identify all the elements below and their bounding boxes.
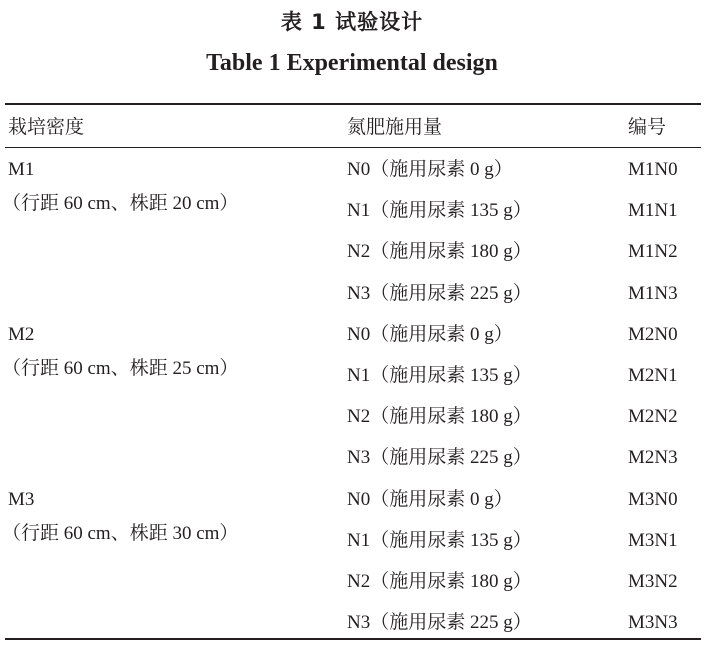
header-nitrogen: 氮肥施用量 — [347, 117, 443, 138]
nitrogen-rate-cell: N3（施用尿素 225 g） — [347, 612, 532, 634]
density-level: M1 — [8, 159, 35, 180]
treatment-code-cell: M3N2 — [628, 571, 678, 592]
treatment-code-cell: M3N0 — [628, 488, 678, 510]
treatment-code-cell: M2N2 — [628, 406, 678, 428]
treatment-code-cell: M2N0 — [628, 323, 678, 345]
header-density: 栽培密度 — [8, 117, 85, 138]
nitrogen-rate-cell: N1（施用尿素 135 g） — [347, 529, 532, 551]
treatment-code-cell: M3N3 — [628, 612, 678, 634]
nitrogen-rate-cell: N2（施用尿素 180 g） — [347, 571, 532, 592]
top-rule — [5, 103, 701, 105]
nitrogen-rate-cell: N3（施用尿素 225 g） — [347, 447, 532, 469]
treatment-code-cell: M1N0 — [628, 159, 678, 180]
density-level: M3 — [8, 488, 35, 510]
treatment-code-cell: M1N3 — [628, 282, 678, 304]
table-title-zh: 表 1 试验设计 — [280, 10, 424, 34]
treatment-code-cell: M3N1 — [628, 529, 678, 551]
nitrogen-rate-cell: N1（施用尿素 135 g） — [347, 200, 532, 222]
nitrogen-rate-cell: N0（施用尿素 0 g） — [347, 488, 513, 510]
treatment-code-cell: M2N1 — [628, 365, 678, 386]
density-spacing-note: （行距 60 cm、株距 20 cm） — [2, 193, 239, 214]
treatment-code-cell: M1N2 — [628, 241, 678, 263]
nitrogen-rate-cell: N2（施用尿素 180 g） — [347, 241, 532, 263]
treatment-code-cell: M2N3 — [628, 447, 678, 469]
header-rule — [5, 147, 701, 148]
nitrogen-rate-cell: N2（施用尿素 180 g） — [347, 406, 532, 428]
nitrogen-rate-cell: N0（施用尿素 0 g） — [347, 159, 513, 180]
table-title-en: Table 1 Experimental design — [206, 50, 498, 76]
bottom-rule — [5, 638, 701, 640]
header-code: 编号 — [628, 117, 667, 138]
density-spacing-note: （行距 60 cm、株距 25 cm） — [2, 357, 239, 379]
density-level: M2 — [8, 323, 35, 345]
treatment-code-cell: M1N1 — [628, 200, 678, 222]
nitrogen-rate-cell: N0（施用尿素 0 g） — [347, 323, 513, 345]
nitrogen-rate-cell: N3（施用尿素 225 g） — [347, 282, 532, 304]
density-spacing-note: （行距 60 cm、株距 30 cm） — [2, 522, 239, 544]
nitrogen-rate-cell: N1（施用尿素 135 g） — [347, 365, 532, 386]
